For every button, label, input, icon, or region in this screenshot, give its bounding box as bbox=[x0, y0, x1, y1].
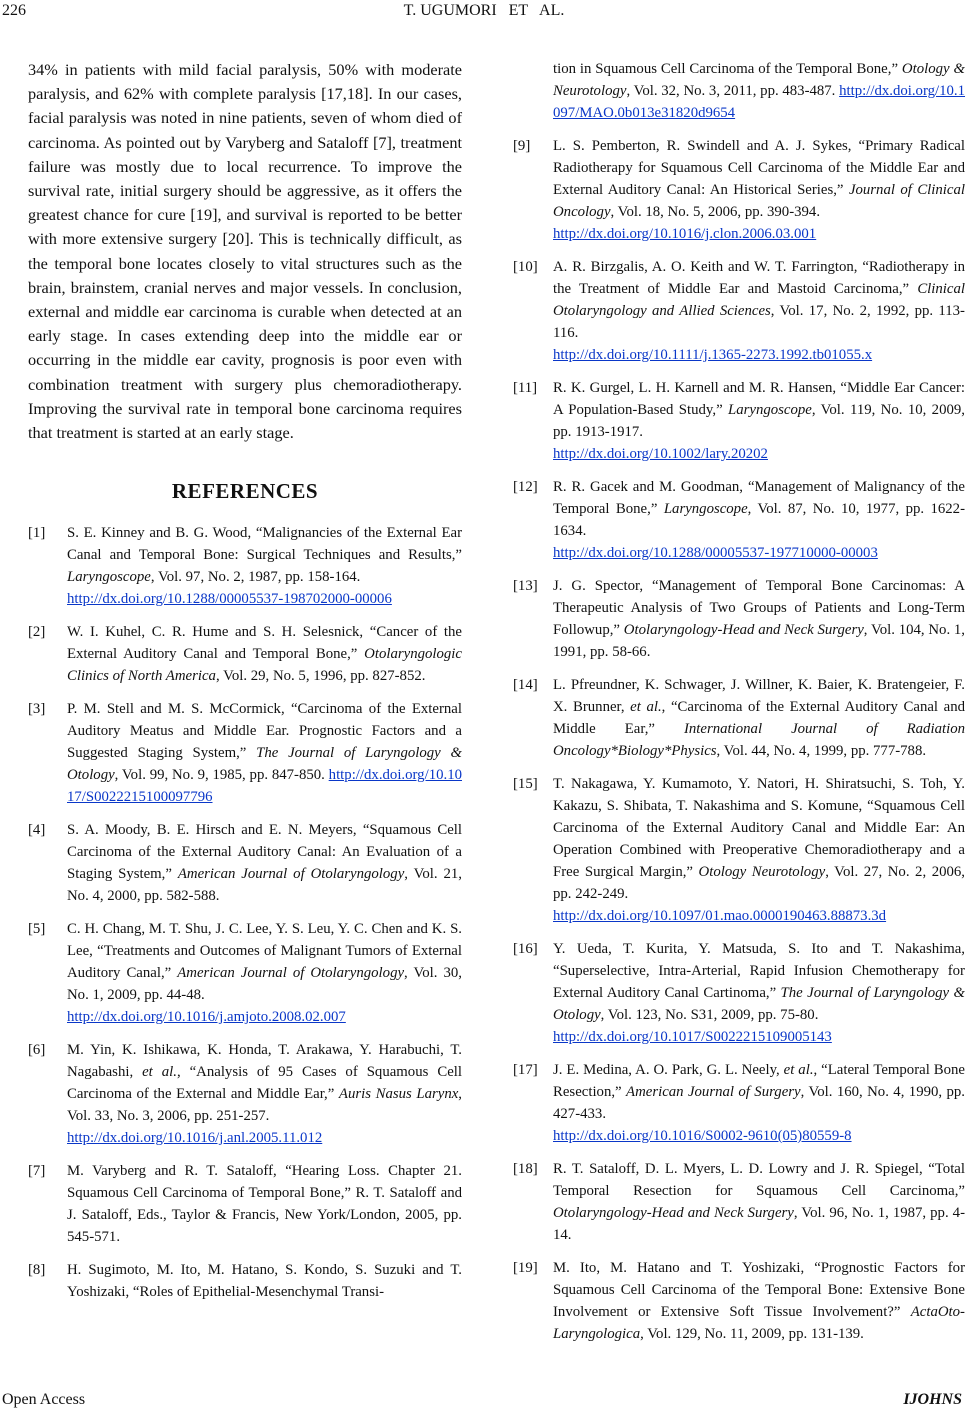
reference-item bbox=[513, 1059, 965, 1147]
reference-number: [7] bbox=[28, 1163, 46, 1180]
reference-list-right bbox=[513, 58, 965, 1345]
body-paragraph: 34% in patients with mild facial paralysis, 50% with moderate paralysis, and 62% with complete paralysis [17,18]. In our cases, facial paralysis was noted in nine patients, seven of whom died of carcinoma. As pointed out by Varyberg and Sataloff [7], treatment failure was mostly due to local recurrence. To improve the survival rate, initial surgery should be aggressive, as it offers the greatest chance for cure [19], and survival is reported to be better with more extensive surgery [20]. This is technically difficult, as the temporal bone locates closely to vital structures such as the brain, brainstem, cranial nerves and major vessels. In conclusion, external and middle ear carcinoma is curable when detected at an early stage. In cases extending deep into the middle ear or occurring in the middle ear cavity, prognosis is poor even with combination treatment with surgery plus chemoradiotherapy. Improving the survival rate in temporal bone carcinoma requires that treatment is started at an early stage. bbox=[28, 60, 462, 443]
reference-text bbox=[553, 773, 965, 927]
reference-number: [2] bbox=[28, 624, 46, 641]
reference-text bbox=[67, 819, 462, 907]
references-heading: REFERENCES bbox=[171, 479, 319, 504]
reference-source: International Journal of Radiation Oncology*Biology*Physics bbox=[553, 721, 965, 759]
reference-source: et al. bbox=[142, 1064, 177, 1081]
open-access-label: Open Access bbox=[2, 1391, 86, 1408]
reference-source: Journal of Clinical Oncology bbox=[553, 182, 965, 220]
doi-link[interactable]: http://dx.doi.org/10.1288/00005537-197710000-00003 bbox=[553, 545, 878, 561]
reference-item bbox=[513, 773, 965, 927]
page-number: 226 bbox=[2, 2, 26, 19]
reference-fragment: L. Pfreundner, K. Schwager, J. Willner, K. Baier, K. Bratengeier, F. X. Brunner, bbox=[553, 677, 965, 715]
reference-fragment: tion in Squamous Cell Carcinoma of the Temporal Bone,” bbox=[553, 61, 902, 77]
reference-fragment: T. Nakagawa, Y. Kumamoto, Y. Natori, H. Shiratsuchi, S. Toh, Y. Kakazu, S. Shibata, T. Nakashima and S. Komune, “Squamous Cell Carcinoma of the External Auditory Canal and Middle Ear: An Operation Combined with Preoperative Chemoradiotherapy and a Free Surgical Margin,” bbox=[553, 776, 965, 880]
reference-item bbox=[28, 819, 462, 907]
reference-text bbox=[553, 674, 965, 762]
reference-fragment: Y. Ueda, T. Kurita, Y. Matsuda, S. Ito and T. Nakashima, “Superselective, Intra-Arterial, Rapid Infusion Chemotherapy for External Auditory Canal Cartinoma,” bbox=[553, 941, 965, 1001]
reference-text bbox=[67, 698, 462, 808]
reference-fragment: A. R. Birzgalis, A. O. Keith and W. T. Farrington, “Radiotherapy in the Treatment of Middle Ear and Mastoid Carcinoma,” bbox=[553, 259, 965, 297]
reference-fragment: , Vol. 30, No. 1, 2009, pp. 44-48. bbox=[67, 965, 462, 1004]
reference-fragment: J. G. Spector, “Management of Temporal Bone Carcinomas: A Therapeutic Analysis of Two Groups of Patients and Long-Term Followup,” bbox=[553, 578, 965, 638]
doi-link[interactable]: http://dx.doi.org/10.1016/j.anl.2005.11.012 bbox=[67, 1130, 323, 1147]
reference-fragment: , “Carcinoma of the External Auditory Canal and Middle Ear,” bbox=[553, 699, 965, 737]
reference-text bbox=[553, 1158, 965, 1246]
reference-text bbox=[553, 256, 965, 366]
reference-fragment: S. A. Moody, B. E. Hirsch and E. N. Meyers, “Squamous Cell Carcinoma of the External Auditory Canal: An Evaluation of a Staging System,” bbox=[67, 822, 462, 883]
left-column bbox=[28, 58, 462, 1314]
reference-number: [11] bbox=[513, 380, 538, 396]
reference-item bbox=[28, 918, 462, 1028]
reference-text bbox=[67, 918, 462, 1028]
reference-fragment: , Vol. 97, No. 2, 1987, pp. 158-164. bbox=[150, 569, 361, 586]
doi-link[interactable]: http://dx.doi.org/10.1097/MAO.0b013e31820d9654 bbox=[553, 83, 966, 121]
reference-fragment: W. I. Kuhel, C. R. Hume and S. H. Selesnick, “Cancer of the External Auditory Canal and Temporal Bone,” bbox=[67, 624, 462, 663]
reference-fragment: , Vol. 29, No. 5, 1996, pp. 827-852. bbox=[215, 668, 426, 685]
reference-source: et al. bbox=[783, 1062, 814, 1078]
reference-fragment: R. K. Gurgel, L. H. Karnell and M. R. Hansen, “Middle Ear Cancer: A Population-Based Study,” bbox=[553, 380, 965, 418]
reference-fragment: , Vol. 96, No. 1, 1987, pp. 4-14. bbox=[553, 1205, 966, 1243]
reference-number: [4] bbox=[28, 822, 46, 839]
right-column bbox=[513, 58, 965, 1356]
doi-link[interactable]: http://dx.doi.org/10.1111/j.1365-2273.1992.tb01055.x bbox=[553, 347, 873, 363]
reference-number: [1] bbox=[28, 525, 46, 542]
reference-item bbox=[513, 938, 965, 1048]
reference-fragment: , Vol. 160, No. 4, 1990, pp. 427-433. bbox=[553, 1084, 965, 1122]
reference-source: Otolaryngology-Head and Neck Surgery bbox=[553, 1205, 794, 1221]
reference-fragment: M. Ito, M. Hatano and T. Yoshizaki, “Prognostic Factors for Squamous Cell Carcinoma of the Temporal Bone: Extensive Bone Involvement or Extensive Soft Tissue Involvement?” bbox=[553, 1260, 965, 1320]
reference-fragment: , Vol. 21, No. 4, 2000, pp. 582-588. bbox=[67, 866, 462, 905]
reference-source: American Journal of Surgery bbox=[626, 1084, 801, 1100]
reference-source: Laryngoscope bbox=[663, 501, 748, 517]
reference-number: [10] bbox=[513, 259, 538, 275]
reference-item bbox=[513, 674, 965, 762]
reference-source: ActaOto-Laryngologica bbox=[553, 1304, 965, 1342]
doi-link[interactable]: http://dx.doi.org/10.1017/S0022215100097796 bbox=[67, 767, 462, 806]
reference-source: The Journal of Laryngology & Otology bbox=[67, 745, 463, 784]
reference-number: [5] bbox=[28, 921, 46, 938]
reference-text bbox=[67, 522, 462, 610]
reference-number: [19] bbox=[513, 1260, 538, 1276]
reference-source: The Journal of Laryngology & Otology bbox=[553, 985, 965, 1023]
reference-number: [8] bbox=[28, 1262, 46, 1279]
reference-number: [3] bbox=[28, 701, 46, 718]
reference-number: [18] bbox=[513, 1161, 538, 1177]
reference-item bbox=[28, 621, 462, 687]
reference-source: Otolaryngologic Clinics of North America bbox=[67, 646, 462, 685]
reference-fragment: , Vol. 87, No. 10, 1977, pp. 1622-1634. bbox=[553, 501, 966, 539]
reference-fragment: , Vol. 104, No. 1, 1991, pp. 58-66. bbox=[553, 622, 965, 660]
reference-item bbox=[513, 1257, 965, 1345]
reference-text bbox=[67, 1039, 462, 1149]
reference-item bbox=[513, 135, 965, 245]
reference-fragment: R. R. Gacek and M. Goodman, “Management of Malignancy of the Temporal Bone,” bbox=[553, 479, 965, 517]
reference-fragment: C. H. Chang, M. T. Shu, J. C. Lee, Y. S. Leu, Y. C. Chen and K. S. Lee, “Treatments and Outcomes of Malignant Tumors of External Auditory Canal,” bbox=[67, 921, 462, 982]
reference-source: Laryngoscope bbox=[728, 402, 812, 418]
page-header bbox=[0, 0, 968, 24]
reference-source: et al. bbox=[630, 699, 662, 715]
reference-item bbox=[28, 1160, 462, 1248]
reference-fragment: H. Sugimoto, M. Ito, M. Hatano, S. Kondo, S. Suzuki and T. Yoshizaki, “Roles of Epithelial-Mesenchymal Transi- bbox=[67, 1262, 462, 1301]
reference-source: Laryngoscope bbox=[67, 569, 151, 586]
reference-text bbox=[553, 1257, 965, 1345]
reference-item bbox=[513, 476, 965, 564]
reference-number: [16] bbox=[513, 941, 538, 957]
reference-text bbox=[553, 58, 965, 124]
reference-fragment: , Vol. 27, No. 2, 2006, pp. 242-249. bbox=[553, 864, 965, 902]
reference-fragment: J. E. Medina, A. O. Park, G. L. Neely, bbox=[553, 1062, 784, 1078]
reference-number: [17] bbox=[513, 1062, 538, 1078]
doi-link[interactable]: http://dx.doi.org/10.1288/00005537-198702000-00006 bbox=[67, 591, 392, 608]
doi-link[interactable]: http://dx.doi.org/10.1016/S0002-9610(05)80559-8 bbox=[553, 1128, 852, 1144]
reference-fragment: , Vol. 44, No. 4, 1999, pp. 777-788. bbox=[716, 743, 927, 759]
reference-fragment: , Vol. 123, No. S31, 2009, pp. 75-80. bbox=[600, 1007, 819, 1023]
reference-text bbox=[67, 1160, 462, 1248]
reference-fragment: M. Varyberg and R. T. Sataloff, “Hearing Loss. Chapter 21. Squamous Cell Carcinoma of Temporal Bone,” R. T. Sataloff and J. Sataloff, Eds., Taylor & Francis, New York/London, 2005, pp. 545-571. bbox=[67, 1163, 462, 1246]
reference-number: [14] bbox=[513, 677, 538, 693]
reference-source: Otolaryngology-Head and Neck Surgery bbox=[623, 622, 864, 638]
reference-number: [15] bbox=[513, 776, 538, 792]
reference-item bbox=[513, 58, 965, 124]
reference-fragment: , Vol. 17, No. 2, 1992, pp. 113-116. bbox=[553, 303, 965, 341]
reference-item bbox=[513, 256, 965, 366]
reference-fragment: , “Lateral Temporal Bone Resection,” bbox=[553, 1062, 965, 1100]
reference-fragment: , Vol. 18, No. 5, 2006, pp. 390-394. bbox=[610, 204, 821, 220]
reference-fragment: , Vol. 119, No. 10, 2009, pp. 1913-1917. bbox=[553, 402, 965, 440]
reference-item bbox=[513, 377, 965, 465]
reference-source: Otology & Neurotology bbox=[553, 61, 965, 99]
reference-item bbox=[28, 522, 462, 610]
reference-text bbox=[553, 476, 965, 564]
reference-item bbox=[28, 698, 462, 808]
reference-item bbox=[513, 575, 965, 663]
doi-link[interactable]: http://dx.doi.org/10.1097/01.mao.0000190463.88873.3d bbox=[553, 908, 887, 924]
reference-text bbox=[67, 1259, 462, 1303]
reference-source: Auris Nasus Larynx bbox=[338, 1086, 459, 1103]
reference-text bbox=[67, 621, 462, 687]
reference-source: American Journal of Otolaryngology bbox=[177, 965, 405, 982]
reference-number: [9] bbox=[513, 138, 531, 154]
reference-text bbox=[553, 1059, 965, 1147]
reference-item bbox=[513, 1158, 965, 1246]
reference-fragment: , Vol. 32, No. 3, 2011, pp. 483-487. bbox=[626, 83, 840, 99]
reference-text bbox=[553, 575, 965, 663]
reference-text bbox=[553, 377, 965, 465]
reference-source: American Journal of Otolaryngology bbox=[177, 866, 405, 883]
reference-fragment: , Vol. 99, No. 9, 1985, pp. 847-850. bbox=[114, 767, 329, 784]
doi-link[interactable]: http://dx.doi.org/10.1016/j.clon.2006.03.001 bbox=[553, 226, 817, 242]
reference-list-left bbox=[28, 522, 462, 1303]
reference-text bbox=[553, 135, 965, 245]
reference-number: [6] bbox=[28, 1042, 46, 1059]
reference-fragment: M. Yin, K. Ishikawa, K. Honda, T. Arakawa, Y. Harabuchi, T. Nagabashi, bbox=[67, 1042, 462, 1081]
reference-item bbox=[28, 1259, 462, 1303]
doi-link[interactable]: http://dx.doi.org/10.1002/lary.20202 bbox=[553, 446, 768, 462]
reference-fragment: , Vol. 129, No. 11, 2009, pp. 131-139. bbox=[640, 1326, 864, 1342]
reference-number bbox=[513, 58, 553, 124]
reference-fragment: R. T. Sataloff, D. L. Myers, L. D. Lowry and J. R. Spiegel, “Total Temporal Resection for Squamous Cell Carcinoma,” bbox=[553, 1161, 965, 1199]
doi-link[interactable]: http://dx.doi.org/10.1017/S0022215109005143 bbox=[553, 1029, 832, 1045]
running-head: T. UGUMORI ET AL. bbox=[403, 2, 565, 19]
reference-fragment: , “Analysis of 95 Cases of Squamous Cell Carcinoma of the External and Middle Ear,” bbox=[67, 1064, 462, 1103]
reference-fragment: , Vol. 33, No. 3, 2006, pp. 251-257. bbox=[67, 1086, 462, 1125]
doi-link[interactable]: http://dx.doi.org/10.1016/j.amjoto.2008.02.007 bbox=[67, 1009, 346, 1026]
journal-abbrev: IJOHNS bbox=[903, 1391, 962, 1408]
reference-text bbox=[553, 938, 965, 1048]
reference-source: Clinical Otolaryngology and Allied Sciences bbox=[553, 281, 965, 319]
reference-number: [12] bbox=[513, 479, 538, 495]
reference-fragment: S. E. Kinney and B. G. Wood, “Malignancies of the External Ear Canal and Temporal Bone: Surgical Techniques and Results,” bbox=[67, 525, 462, 564]
reference-fragment: P. M. Stell and M. S. McCormick, “Carcinoma of the External Auditory Meatus and Middle Ear. Prognostic Factors and a Suggested Staging System,” bbox=[67, 701, 462, 762]
reference-fragment: L. S. Pemberton, R. Swindell and A. J. Sykes, “Primary Radical Radiotherapy for Squamous Cell Carcinoma of the Middle Ear and External Auditory Canal: An Historical Series,” bbox=[553, 138, 965, 198]
reference-item bbox=[28, 1039, 462, 1149]
reference-source: Otology Neurotology bbox=[698, 864, 826, 880]
reference-number: [13] bbox=[513, 578, 538, 594]
